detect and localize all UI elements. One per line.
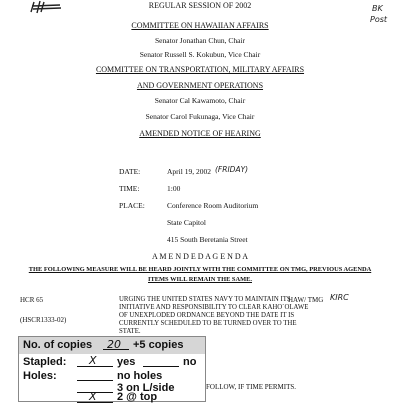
copies-row [19,337,205,354]
time-label: TIME: [119,184,140,193]
vice-chair-transportation: Senator Carol Fukunaga, Vice Chair [145,112,255,121]
place-line-1: Conference Room Auditorium [167,201,259,210]
place-line-2: State Capitol [167,218,206,227]
copies-extra: +5 copies [133,339,184,351]
measure-desc-line-3: OF UNEXPLODED ORDNANCE BEYOND THE DATE IT IS [119,312,295,319]
measure-desc-line-2: INITIATIVE AND RESPONSIBILITY TO CLEAR KAHO`OLAWE [119,304,309,311]
measure-committees: HAW/ TMG [288,296,324,304]
stapled-row [19,355,205,370]
follow-if-time-permits: FOLLOW, IF TIME PERMITS. [206,383,297,391]
corner-note-post: Post [370,15,388,24]
stapled-label: Stapled: [23,356,67,368]
amended-agenda-title: A M E N D E D A G E N D A [151,252,248,261]
corner-note-bk: BK [372,4,383,13]
measure-desc-line-5: STATE. [119,328,141,335]
holes-option-3-mark: X [89,390,97,403]
copies-label: No. of copies [23,339,93,351]
holes-option-1: no holes [117,370,163,382]
stapled-no-blank [143,356,179,367]
copies-blank [103,339,129,350]
agenda-notice-line-1: THE FOLLOWING MEASURE WILL BE HEARD JOINTLY WITH THE COMMITTEE ON TMG, PREVIOUS AGENDA [28,266,372,273]
committee-hawaiian-affairs: COMMITTEE ON HAWAIIAN AFFAIRS [131,21,269,30]
stapled-mark: X [89,354,97,367]
measure-desc-line-1: URGING THE UNITED STATES NAVY TO MAINTAIN ITS [119,296,291,303]
holes-option-3: 2 @ top [117,391,158,403]
holes-label: Holes: [23,370,57,382]
measure-alt-id: (HSCR1333-02) [20,316,67,324]
agenda-notice-line-2: ITEMS WILL REMAIN THE SAME. [148,276,252,283]
vice-chair-hawaiian-affairs: Senator Russell S. Kokubun, Vice Chair [139,50,261,59]
copies-value: 20 [107,338,121,351]
committee-government-operations: AND GOVERNMENT OPERATIONS [136,81,264,90]
date-value: April 19, 2002 [167,167,211,176]
chair-transportation: Senator Cal Kawamoto, Chair [154,96,246,105]
session-title: REGULAR SESSION OF 2002 [148,1,252,10]
date-handwritten-note: (FRIDAY) [215,165,249,174]
measure-desc-line-4: CURRENTLY SCHEDULED TO BE TURNED OVER TO THE [119,320,297,327]
measure-id: HCR 65 [20,296,44,304]
amended-notice-heading: AMENDED NOTICE OF HEARING [139,129,261,138]
committee-transportation: COMMITTEE ON TRANSPORTATION, MILITARY AFFAIRS [95,65,305,74]
holes-option-1-blank [77,370,113,381]
holes-option-2: 3 on L/side [117,382,175,394]
stapled-no: no [183,356,197,368]
holes-row-3 [19,390,205,408]
place-label: PLACE: [119,201,145,210]
measure-handwritten-note: KIRC [330,293,349,302]
date-label: DATE: [119,167,141,176]
stapled-yes: yes [117,356,136,368]
time-value: 1:00 [167,184,181,193]
copy-request-stamp [18,336,206,402]
chair-hawaiian-affairs: Senator Jonathan Chun, Chair [155,36,245,45]
place-line-3: 415 South Beretania Street [167,235,248,244]
